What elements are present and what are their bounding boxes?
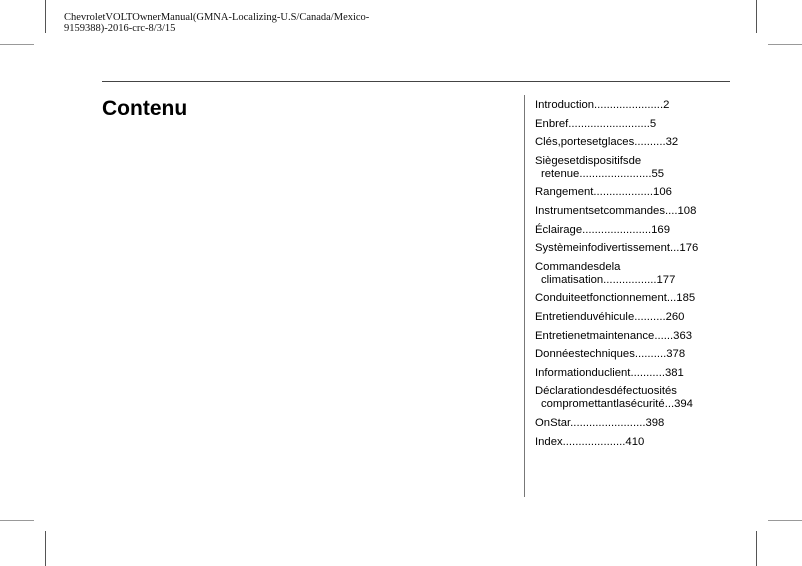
toc-item-declaration-defectuosites[interactable] bbox=[535, 385, 735, 411]
toc-item-introduction[interactable] bbox=[535, 99, 735, 112]
toc-label: Éclairage......................169 bbox=[535, 223, 670, 236]
page-title: Contenu bbox=[102, 97, 188, 120]
toc-item-cles-portes-glaces[interactable] bbox=[535, 136, 735, 149]
toc-label: Entretienduvéhicule..........260 bbox=[535, 310, 685, 323]
crop-mark-top-right-h bbox=[768, 44, 802, 45]
toc-label-line-2: compromettantlasécurité...394 bbox=[541, 398, 693, 411]
toc-item-donnees-techniques[interactable] bbox=[535, 348, 735, 361]
crop-mark-bottom-left-h bbox=[0, 520, 34, 521]
toc-item-information-client[interactable] bbox=[535, 367, 735, 380]
toc-label-line-1: Commandesdela bbox=[535, 260, 621, 273]
toc-item-rangement[interactable] bbox=[535, 186, 735, 199]
header-line-1: ChevroletVOLTOwnerManual(GMNA-Localizing-U.S/Canada/Mexico- bbox=[64, 12, 370, 23]
crop-mark-bottom-left-v bbox=[45, 531, 46, 566]
toc-label: Systèmeinfodivertissement...176 bbox=[535, 242, 699, 255]
toc-label: Index....................410 bbox=[535, 435, 645, 448]
toc-item-en-bref[interactable] bbox=[535, 118, 735, 131]
toc-item-entretien-vehicule[interactable] bbox=[535, 311, 735, 324]
toc-label: Clés,portesetglaces..........32 bbox=[535, 136, 679, 149]
toc-item-entretien-maintenance[interactable] bbox=[535, 330, 735, 343]
crop-mark-bottom-right-v bbox=[756, 531, 757, 566]
column-divider bbox=[524, 95, 525, 497]
toc-item-conduite-fonctionnement[interactable] bbox=[535, 292, 735, 305]
toc-item-onstar[interactable] bbox=[535, 417, 735, 430]
crop-mark-top-right-v bbox=[756, 0, 757, 33]
table-of-contents bbox=[535, 99, 735, 454]
header-rule bbox=[102, 81, 730, 82]
toc-label: Donnéestechniques..........378 bbox=[535, 348, 686, 361]
toc-item-commandes-climatisation[interactable] bbox=[535, 261, 735, 287]
toc-item-systeme-infodivertissement[interactable] bbox=[535, 242, 735, 255]
toc-label: Enbref..........................5 bbox=[535, 117, 657, 130]
toc-item-instruments-commandes[interactable] bbox=[535, 205, 735, 218]
toc-label-line-2: retenue.......................55 bbox=[541, 167, 665, 180]
toc-label-line-1: Déclarationdesdéfectuosités bbox=[535, 385, 677, 398]
toc-item-sieges-dispositifs-retenue[interactable] bbox=[535, 155, 735, 181]
toc-label: Introduction......................2 bbox=[535, 99, 670, 111]
toc-item-index[interactable] bbox=[535, 436, 735, 449]
toc-label: Rangement...................106 bbox=[535, 186, 672, 199]
toc-label-line-2: climatisation.................177 bbox=[541, 273, 676, 286]
toc-label: Instrumentsetcommandes....108 bbox=[535, 204, 697, 217]
toc-label: Entretienetmaintenance......363 bbox=[535, 329, 693, 342]
crop-mark-bottom-right-h bbox=[768, 520, 802, 521]
toc-item-eclairage[interactable] bbox=[535, 224, 735, 237]
document-header-note bbox=[64, 12, 404, 34]
crop-mark-top-left-h bbox=[0, 44, 34, 45]
header-line-2: 9159388)-2016-crc-8/3/15 bbox=[64, 23, 176, 34]
toc-label-line-1: Siègesetdispositifsde bbox=[535, 154, 642, 167]
toc-label: Conduiteetfonctionnement...185 bbox=[535, 292, 696, 305]
toc-label: Informationduclient...........381 bbox=[535, 366, 684, 379]
crop-mark-top-left-v bbox=[45, 0, 46, 33]
toc-label: OnStar........................398 bbox=[535, 416, 665, 429]
